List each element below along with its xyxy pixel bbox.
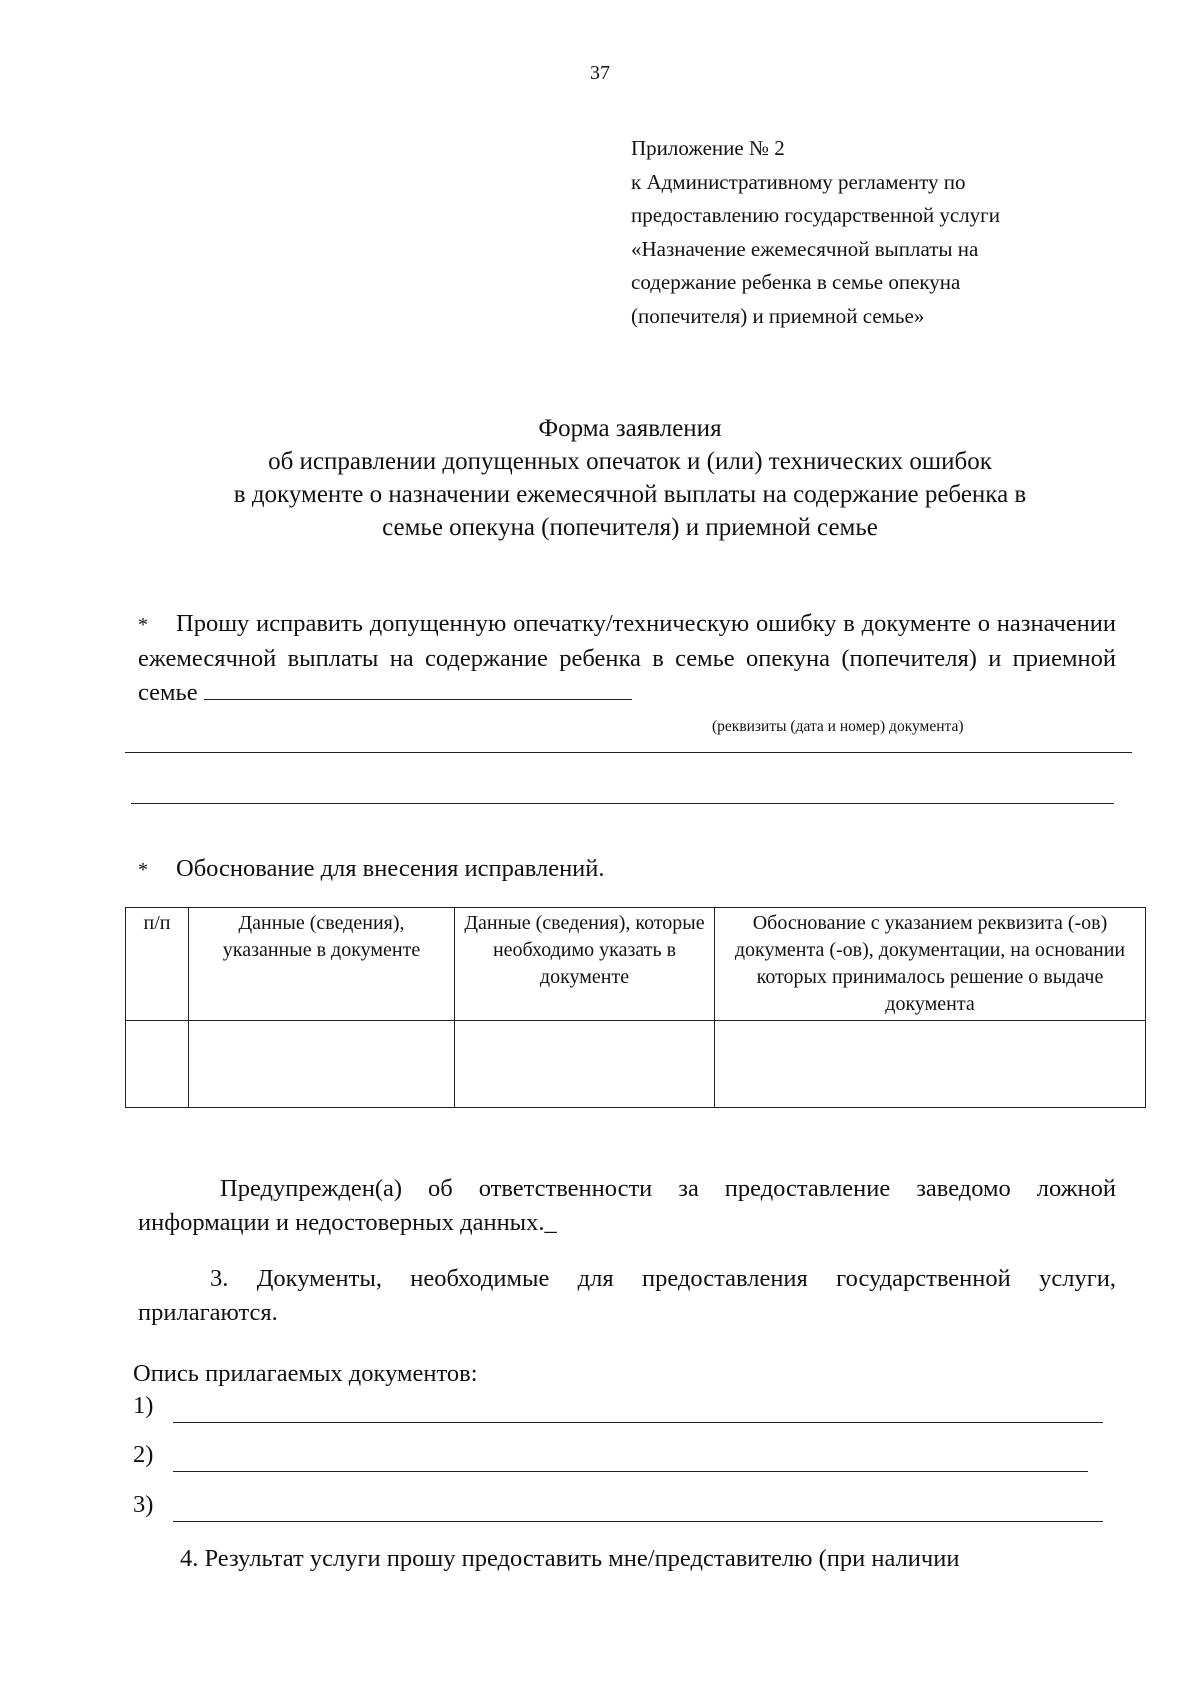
fill-line-1[interactable]: [125, 752, 1132, 753]
appendix-line: к Административному регламенту по: [631, 169, 966, 194]
inventory-item-number: 2): [133, 1441, 154, 1468]
table-cell[interactable]: [189, 1021, 455, 1108]
inventory-item-line[interactable]: [173, 1471, 1088, 1472]
appendix-line: (попечителя) и приемной семье»: [631, 303, 925, 328]
table-cell[interactable]: [455, 1021, 715, 1108]
documents-text: 3. Документы, необходимые для предоставления государственной услуги, прилагаются.: [138, 1265, 1116, 1326]
basis-heading: [138, 855, 605, 883]
table-cell[interactable]: [715, 1021, 1146, 1108]
result-text: 4. Результат услуги прошу предоставить мне/представителю (при наличии: [180, 1545, 960, 1572]
documents-paragraph: [138, 1262, 1116, 1330]
page-number: 37: [590, 62, 610, 84]
inventory-item-number: 3): [133, 1491, 154, 1518]
required-marker: *: [138, 859, 148, 881]
inventory-item: [133, 1491, 1113, 1525]
request-paragraph: [138, 607, 1116, 710]
inventory-item-line[interactable]: [173, 1422, 1103, 1423]
form-title-line: в документе о назначении ежемесячной выплаты на содержание ребенка в: [233, 481, 1027, 508]
column-header-correct-data: Данные (сведения), которые необходимо указать в документе: [455, 908, 715, 1021]
form-title: [150, 412, 1110, 544]
inventory-item: [133, 1392, 1113, 1426]
result-paragraph: [138, 1542, 1116, 1576]
column-header-number: п/п: [126, 908, 189, 1021]
table-row: [126, 1021, 1146, 1108]
column-header-current-data: Данные (сведения), указанные в документе: [189, 908, 455, 1021]
fill-line-2[interactable]: [131, 803, 1114, 804]
basis-title: Обоснование для внесения исправлений.: [176, 855, 605, 882]
table-header-row: [126, 908, 1146, 1021]
inventory-item-line[interactable]: [173, 1521, 1103, 1522]
warning-text: Предупрежден(а) об ответственности за предоставление заведомо ложной информации и недостоверных данных._: [138, 1175, 1116, 1236]
document-details-field[interactable]: [204, 698, 632, 700]
document-details-hint: (реквизиты (дата и номер) документа): [712, 718, 964, 735]
appendix-block: [631, 132, 1131, 334]
request-text: Прошу исправить допущенную опечатку/техническую ошибку в документе о назначении ежемесячной выплаты на содержание ребенка в семье опекуна (попечителя) и приемной семье: [138, 610, 1116, 706]
inventory-title: Опись прилагаемых документов:: [133, 1360, 478, 1387]
required-marker: *: [138, 614, 148, 636]
form-title-line: Форма заявления: [538, 415, 722, 442]
form-title-line: об исправлении допущенных опечаток и (или) технических ошибок: [268, 448, 992, 475]
column-header-justification: Обоснование с указанием реквизита (-ов) документа (-ов), документации, на основании которых принималось решение о выдаче документа: [715, 908, 1146, 1021]
appendix-line: содержание ребенка в семье опекуна: [631, 270, 961, 295]
warning-paragraph: [138, 1172, 1116, 1240]
inventory-item: [133, 1441, 1113, 1475]
appendix-line: Приложение № 2: [631, 136, 785, 160]
appendix-line: «Назначение ежемесячной выплаты на: [631, 236, 979, 261]
appendix-line: предоставлению государственной услуги: [631, 203, 1000, 228]
corrections-table: [125, 907, 1146, 1108]
table-cell[interactable]: [126, 1021, 189, 1108]
form-title-line: семье опекуна (попечителя) и приемной семье: [382, 514, 878, 541]
inventory-item-number: 1): [133, 1392, 154, 1419]
